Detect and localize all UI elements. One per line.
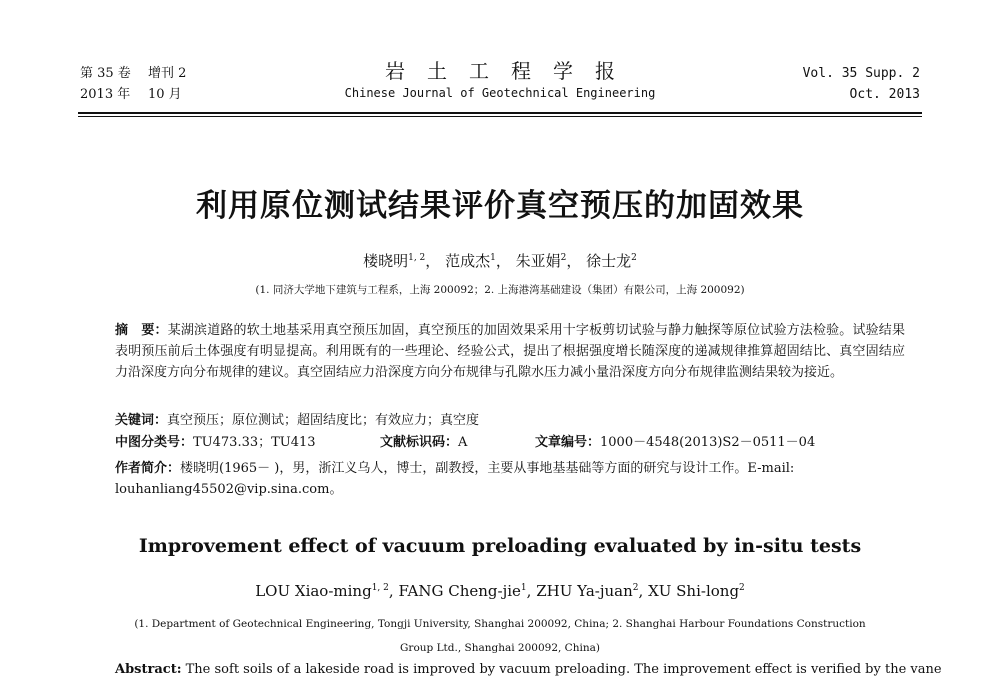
author-affil-sup: 2 [739, 583, 745, 593]
journal-title-en: Chinese Journal of Geotechnical Engineering [344, 86, 656, 100]
abstract-cn [115, 320, 905, 383]
author-name-en: LOU Xiao-ming [255, 582, 372, 600]
affiliation-en-line1: (1. Department of Geotechnical Engineering, Tongji University, Shanghai 200092, China; 2. Shanghai Harbour Foundations Construction [134, 618, 866, 630]
author-name: 徐士龙 [586, 252, 632, 270]
abstract-en [115, 660, 942, 680]
abstract-en-label: Abstract: [115, 662, 182, 677]
author-bio [115, 458, 905, 500]
author-affil-sup: 1 [520, 583, 527, 593]
article-number-value: 1000－4548(2013)S2－0511－04 [600, 435, 816, 450]
volume-label: 第 35 卷 [80, 66, 131, 81]
authors-en: LOU Xiao-ming$^{1, 2}$, FANG Cheng-jie$^1$, ZHU Ya-juan$^2$, XU Shi-long$^2$ [255, 582, 745, 600]
doc-code-value: A [458, 435, 468, 450]
header-rule-thick [78, 112, 922, 114]
paper-title-en: Improvement effect of vacuum preloading evaluated by in-situ tests [138, 535, 862, 557]
keywords-cn [115, 410, 905, 431]
author-name: 楼晓明 [363, 252, 409, 270]
header-rule-thin [78, 116, 922, 117]
journal-title-cn: 岩土工程学报 [385, 59, 637, 83]
author-affil-sup: 1, 2 [371, 583, 389, 593]
author-affil-sup: 2 [632, 583, 639, 593]
bio-label: 作者简介： [115, 461, 181, 476]
author-affil-sup: 1 [490, 253, 496, 263]
issue-label: 增刊 2 [148, 66, 187, 81]
author-name-en: ZHU Ya-juan [536, 582, 633, 600]
header-right [803, 63, 920, 105]
paper-title-cn: 利用原位测试结果评价真空预压的加固效果 [196, 188, 804, 224]
author-name-en: FANG Cheng-jie [398, 582, 521, 600]
bio-text: 楼晓明(1965－ )，男，浙江义乌人，博士，副教授，主要从事地基基础等方面的研究与设计工作。E-mail: louhanliang45502@vip.sina.com。 [115, 461, 795, 497]
keywords-text: 真空预压；原位测试；超固结度比；有效应力；真空度 [167, 413, 480, 428]
abstract-en-text: The soft soils of a lakeside road is improved by vacuum preloading. The improvement effect is verified by the vane [185, 662, 942, 677]
volume-supp-en: Vol. 35 Supp. 2 [802, 66, 920, 81]
clc-value: TU473.33；TU413 [193, 435, 316, 450]
authors-cn: 楼晓明$^{1, 2}$， 范成杰$^1$， 朱亚娟$^2$， 徐士龙$^2$ [363, 252, 637, 270]
month-label: 10 月 [148, 87, 182, 102]
affiliation-en [0, 612, 1000, 660]
keywords-label: 关键词： [115, 413, 168, 428]
author-name: 范成杰 [445, 252, 491, 270]
author-affil-sup: 1, 2 [408, 253, 426, 263]
abstract-text: 某湖滨道路的软土地基采用真空预压加固，真空预压的加固效果采用十字板剪切试验与静力触探等原位试验方法检验。试验结果表明预压前后土体强度有明显提高。利用既有的一些理论、经验公式，提出了根据强度增长随深度的递减规律推算超固结比、真空固结应力沿深度方向分布规律的建议。真空固结应力沿深度方向分布规律与孔隙水压力减小量沿深度方向分布规律监测结果较为接近。 [115, 323, 905, 380]
abstract-label: 摘 要： [115, 323, 168, 338]
date-en: Oct. 2013 [849, 87, 920, 102]
author-name: 朱亚娟 [515, 252, 561, 270]
clc-label: 中图分类号： [115, 435, 194, 450]
affiliation-cn: (1. 同济大学地下建筑与工程系，上海 200092；2. 上海港湾基础建设（集团）有限公司，上海 200092) [255, 284, 745, 296]
affiliation-en-line2: Group Ltd., Shanghai 200092, China) [400, 642, 600, 654]
author-affil-sup: 2 [560, 253, 567, 263]
article-number-label: 文章编号： [535, 435, 601, 450]
author-affil-sup: 2 [631, 253, 637, 263]
classification-line [115, 432, 905, 453]
doc-code-label: 文献标识码： [380, 435, 459, 450]
year-label: 2013 年 [80, 87, 131, 102]
author-name-en: XU Shi-long [648, 582, 740, 600]
